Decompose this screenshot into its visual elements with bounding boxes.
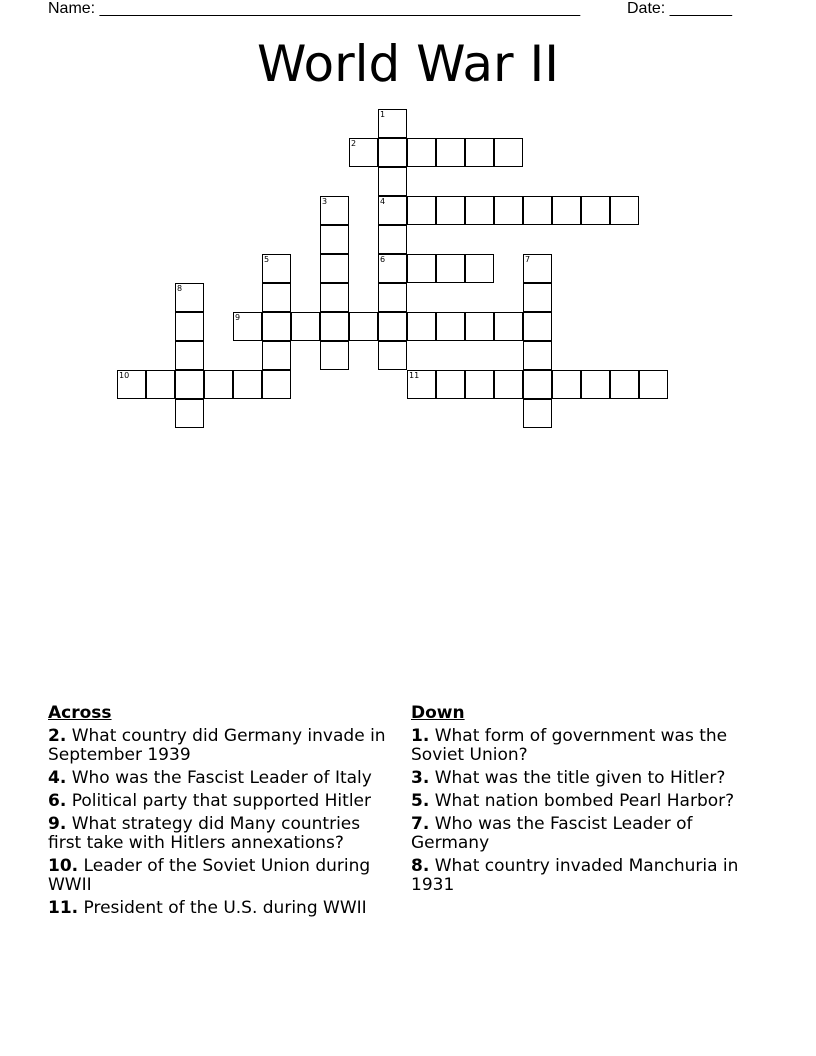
grid-cell[interactable] <box>465 312 494 341</box>
across-clue-4 <box>48 769 393 788</box>
grid-cell[interactable] <box>581 196 610 225</box>
grid-cell[interactable] <box>436 312 465 341</box>
down-clue-8 <box>411 857 761 895</box>
grid-cell[interactable] <box>146 370 175 399</box>
grid-cell[interactable] <box>262 312 291 341</box>
grid-cell[interactable] <box>436 138 465 167</box>
clue-number: 5. <box>411 791 430 811</box>
grid-cell[interactable] <box>523 283 552 312</box>
crossword-grid <box>0 0 816 440</box>
grid-cell[interactable] <box>175 399 204 428</box>
grid-cell[interactable] <box>175 370 204 399</box>
clue-number: 10. <box>48 856 79 876</box>
grid-cell[interactable] <box>262 341 291 370</box>
grid-cell[interactable] <box>610 370 639 399</box>
grid-cell[interactable] <box>378 283 407 312</box>
down-clue-3 <box>411 769 761 788</box>
grid-cell[interactable] <box>494 312 523 341</box>
grid-cell[interactable] <box>407 138 436 167</box>
grid-cell[interactable] <box>378 167 407 196</box>
grid-cell[interactable] <box>320 196 349 225</box>
clue-text: Political party that supported Hitler <box>66 791 371 811</box>
grid-cell[interactable] <box>523 341 552 370</box>
grid-cell[interactable] <box>494 138 523 167</box>
grid-cell[interactable] <box>610 196 639 225</box>
clue-number: 7. <box>411 814 430 834</box>
grid-cell[interactable] <box>465 370 494 399</box>
clue-text: Who was the Fascist Leader of Germany <box>411 814 693 853</box>
down-clue-7 <box>411 815 761 853</box>
grid-cell[interactable] <box>262 283 291 312</box>
clue-text: What nation bombed Pearl Harbor? <box>429 791 735 811</box>
grid-cell[interactable] <box>436 370 465 399</box>
grid-cell[interactable] <box>175 341 204 370</box>
grid-cell[interactable] <box>523 254 552 283</box>
grid-cell[interactable] <box>378 196 407 225</box>
grid-cell[interactable] <box>262 370 291 399</box>
grid-cell[interactable] <box>320 225 349 254</box>
clue-number: 2. <box>48 726 67 746</box>
grid-cell[interactable] <box>320 312 349 341</box>
across-clue-10 <box>48 857 393 895</box>
across-clue-9 <box>48 815 393 853</box>
clue-text: President of the U.S. during WWII <box>78 898 367 918</box>
grid-cell[interactable] <box>407 312 436 341</box>
grid-cell[interactable] <box>552 196 581 225</box>
name-field[interactable]: Name: ______________________________________________________ <box>48 0 581 17</box>
clue-number: 6. <box>48 791 67 811</box>
grid-cell[interactable] <box>175 312 204 341</box>
grid-cell[interactable] <box>204 370 233 399</box>
grid-cell[interactable] <box>291 312 320 341</box>
grid-cell[interactable] <box>117 370 146 399</box>
grid-cell[interactable] <box>378 138 407 167</box>
clue-text: Who was the Fascist Leader of Italy <box>66 768 372 788</box>
clue-text: What strategy did Many countries first take with Hitlers annexations? <box>48 814 361 853</box>
grid-cell[interactable] <box>233 370 262 399</box>
cell-number: 1 <box>380 110 386 119</box>
cell-number: 4 <box>380 197 386 206</box>
down-clues <box>411 703 761 899</box>
clue-text: What was the title given to Hitler? <box>429 768 726 788</box>
grid-cell[interactable] <box>407 370 436 399</box>
cell-number: 8 <box>177 284 183 293</box>
clue-number: 1. <box>411 726 430 746</box>
grid-cell[interactable] <box>523 196 552 225</box>
grid-cell[interactable] <box>262 254 291 283</box>
down-heading: Down <box>411 703 465 723</box>
clue-number: 11. <box>48 898 79 918</box>
grid-cell[interactable] <box>349 312 378 341</box>
grid-cell[interactable] <box>436 254 465 283</box>
grid-cell[interactable] <box>465 138 494 167</box>
date-field[interactable]: Date: _______ <box>627 0 732 17</box>
cell-number: 9 <box>235 313 241 322</box>
across-heading: Across <box>48 703 112 723</box>
clue-text: What country invaded Manchuria in 1931 <box>411 856 739 895</box>
grid-cell[interactable] <box>320 341 349 370</box>
down-clue-1 <box>411 727 761 765</box>
grid-cell[interactable] <box>320 283 349 312</box>
cell-number: 5 <box>264 255 270 264</box>
grid-cell[interactable] <box>349 138 378 167</box>
grid-cell[interactable] <box>436 196 465 225</box>
clue-text: Leader of the Soviet Union during WWII <box>48 856 371 895</box>
grid-cell[interactable] <box>378 254 407 283</box>
grid-cell[interactable] <box>378 341 407 370</box>
grid-cell[interactable] <box>639 370 668 399</box>
grid-cell[interactable] <box>407 196 436 225</box>
grid-cell[interactable] <box>378 109 407 138</box>
grid-cell[interactable] <box>523 370 552 399</box>
clue-text: What form of government was the Soviet Union? <box>411 726 728 765</box>
grid-cell[interactable] <box>465 196 494 225</box>
grid-cell[interactable] <box>523 399 552 428</box>
grid-cell[interactable] <box>494 370 523 399</box>
grid-cell[interactable] <box>523 312 552 341</box>
page-title: World War II <box>256 35 559 93</box>
clue-number: 3. <box>411 768 430 788</box>
grid-cell[interactable] <box>378 225 407 254</box>
cell-number: 11 <box>409 371 420 380</box>
clue-text: What country did Germany invade in September 1939 <box>48 726 386 765</box>
cell-number: 6 <box>380 255 386 264</box>
clue-number: 8. <box>411 856 430 876</box>
grid-cell[interactable] <box>407 254 436 283</box>
grid-cell[interactable] <box>175 283 204 312</box>
across-clues <box>48 703 393 922</box>
clue-number: 4. <box>48 768 67 788</box>
grid-cell[interactable] <box>465 254 494 283</box>
cell-number: 7 <box>525 255 531 264</box>
grid-cell[interactable] <box>233 312 262 341</box>
cell-number: 3 <box>322 197 328 206</box>
clue-number: 9. <box>48 814 67 834</box>
grid-cell[interactable] <box>320 254 349 283</box>
across-clue-11 <box>48 899 393 918</box>
grid-cell[interactable] <box>494 196 523 225</box>
across-clue-6 <box>48 792 393 811</box>
cell-number: 10 <box>119 371 130 380</box>
grid-cell[interactable] <box>378 312 407 341</box>
down-clue-5 <box>411 792 761 811</box>
grid-cell[interactable] <box>552 370 581 399</box>
cell-number: 2 <box>351 139 357 148</box>
grid-cell[interactable] <box>581 370 610 399</box>
across-clue-2 <box>48 727 393 765</box>
